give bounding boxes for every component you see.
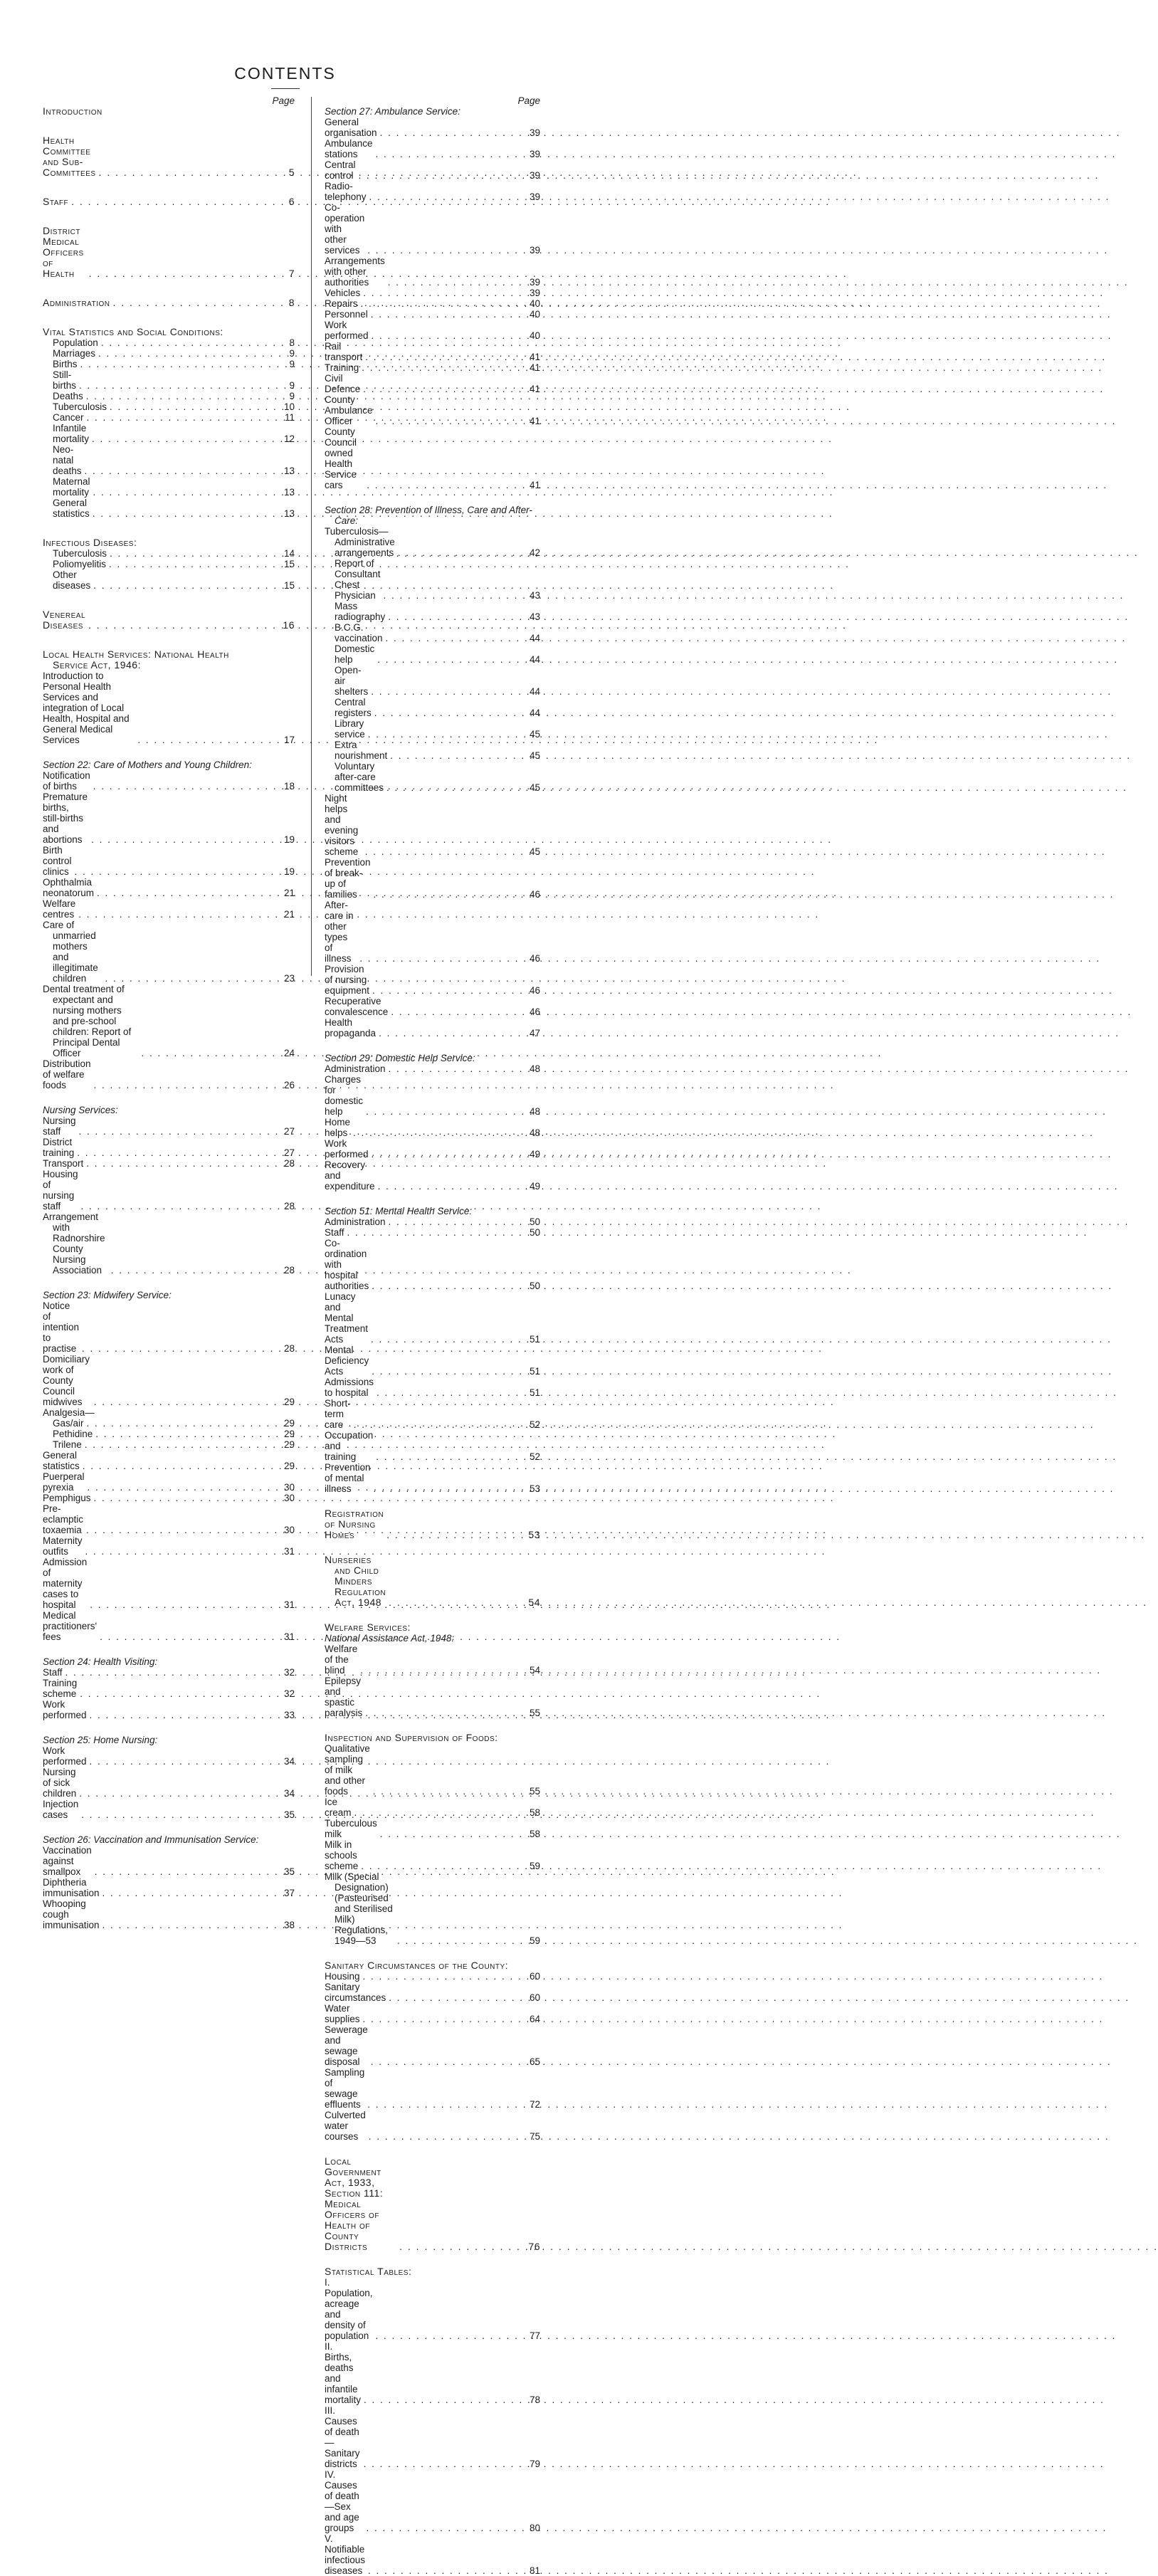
- toc-entry[interactable]: Trilene . . . 29: [53, 1439, 295, 1450]
- toc-entry[interactable]: Occupation and training . . . 52: [325, 1430, 540, 1462]
- toc-entry[interactable]: Personnel . . . 40: [325, 309, 540, 320]
- toc-entry[interactable]: Sanitary circumstances . . . 60: [325, 1982, 540, 2003]
- toc-entry[interactable]: Culverted water courses . . . 75: [325, 2110, 540, 2142]
- toc-entry[interactable]: Ophthalmia neonatorum . . . 21: [43, 877, 295, 898]
- toc-subheading: National Assistance Act, 1948:: [325, 1633, 455, 1644]
- toc-entry[interactable]: District training . . . 27: [43, 1137, 295, 1158]
- toc-entry[interactable]: Sewerage and sewage disposal . . . 65: [325, 2024, 540, 2067]
- toc-entry[interactable]: III. Causes of death—Sanitary districts . . . 79: [325, 2405, 540, 2469]
- toc-entry[interactable]: Library service . . . 45: [335, 718, 540, 740]
- toc-entry[interactable]: Recuperative convalescence . . . 46: [325, 996, 540, 1017]
- toc-entry[interactable]: Marriages . . . 9: [53, 348, 295, 359]
- toc-entry[interactable]: Central registers . . . 44: [335, 697, 540, 718]
- toc-entry[interactable]: Housing . . . 60: [325, 1971, 540, 1982]
- toc-entry[interactable]: Maternity outfits . . . 31: [43, 1535, 295, 1557]
- toc-entry[interactable]: Administration . . . 50: [325, 1216, 540, 1227]
- toc-entry[interactable]: Work performed . . . 49: [325, 1138, 540, 1160]
- toc-entry[interactable]: Civil Defence . . . 41: [325, 373, 540, 394]
- toc-entry[interactable]: Still-births . . . 9: [53, 369, 295, 391]
- toc-entry[interactable]: Tuberculosis . . . 14: [53, 548, 295, 559]
- toc-entry[interactable]: Repairs . . . 40: [325, 298, 540, 309]
- toc-entry[interactable]: Vaccination against smallpox . . . 35: [43, 1845, 295, 1877]
- toc-entry[interactable]: Nurseries and Child Minders Regulation Act, 1948 . . . 54: [325, 1555, 540, 1608]
- toc-entry[interactable]: Tuberculosis . . . 10: [53, 401, 295, 412]
- toc-entry[interactable]: Work performed . . . 34: [43, 1745, 295, 1767]
- page-title: CONTENTS: [234, 64, 336, 83]
- toc-entry[interactable]: Medical practitioners' fees . . . 31: [43, 1610, 295, 1642]
- toc-entry[interactable]: Tuberculous milk . . . 58: [325, 1818, 540, 1839]
- toc-entry[interactable]: II. Births, deaths and infantile mortality . . . 78: [325, 2341, 540, 2405]
- toc-entry[interactable]: Staff . . . 6: [43, 196, 295, 207]
- toc-entry[interactable]: Ambulance stations . . . 39: [325, 138, 540, 159]
- toc-entry[interactable]: Qualitative sampling of milk and other foods . . . 55: [325, 1743, 540, 1797]
- toc-entry[interactable]: Voluntary after-care committees . . . 45: [335, 761, 540, 793]
- toc-entry[interactable]: Notice of intention to practise . . . 28: [43, 1300, 295, 1354]
- toc-entry[interactable]: County Council owned Health Service cars . . . 41: [325, 426, 540, 490]
- toc-entry[interactable]: Admission of maternity cases to hospital . . . 31: [43, 1557, 295, 1610]
- toc-entry[interactable]: Training scheme . . . 32: [43, 1678, 295, 1699]
- toc-section-heading: Section 23: Midwifery Service:: [43, 1290, 172, 1300]
- toc-entry[interactable]: After-care in other types of illness . . . 46: [325, 900, 540, 964]
- toc-entry[interactable]: Premature births, still-births and abortions . . . 19: [43, 792, 295, 845]
- toc-entry[interactable]: Maternal mortality . . . 13: [53, 476, 295, 498]
- toc-entry[interactable]: General statistics . . . 29: [43, 1450, 295, 1471]
- toc-entry[interactable]: Nursing of sick children . . . 34: [43, 1767, 295, 1799]
- toc-entry[interactable]: IV. Causes of death—Sex and age groups . . . 80: [325, 2469, 540, 2533]
- title-underline: [271, 88, 300, 89]
- toc-entry[interactable]: Provision of nursing equipment . . . 46: [325, 964, 540, 996]
- toc-entry[interactable]: Charges for domestic help . . . 48: [325, 1074, 540, 1117]
- toc-entry[interactable]: Co-operation with other services . . . 39: [325, 202, 540, 256]
- toc-entry[interactable]: Registration of Nursing Homes . . . 53: [325, 1508, 540, 1540]
- toc-subheading: Analgesia—: [43, 1407, 95, 1418]
- toc-entry[interactable]: Injection cases . . . 35: [43, 1799, 295, 1820]
- toc-entry[interactable]: Staff . . . 32: [43, 1667, 295, 1678]
- toc-entry[interactable]: Distribution of welfare foods . . . 26: [43, 1058, 295, 1090]
- toc-section-heading: Local Health Services: National Health: [43, 648, 229, 660]
- toc-entry[interactable]: General statistics . . . 13: [53, 498, 295, 519]
- toc-entry[interactable]: Open-air shelters . . . 44: [335, 665, 540, 697]
- toc-entry[interactable]: Introduction to Personal Health Services and integration of Local Health, Hospital and General Medical Services . . . 17: [43, 671, 295, 745]
- left-column: [43, 95, 295, 1930]
- toc-entry[interactable]: Central control . . . 39: [325, 159, 540, 181]
- toc-entry[interactable]: Sampling of sewage effluents . . . 72: [325, 2067, 540, 2110]
- toc-entry[interactable]: Home helps . . . 48: [325, 1117, 540, 1138]
- toc-entry[interactable]: Gas/air . . . 29: [53, 1418, 295, 1429]
- toc-entry[interactable]: Water supplies . . . 64: [325, 2003, 540, 2024]
- toc-entry[interactable]: Administration . . . 8: [43, 298, 295, 308]
- toc-entry[interactable]: Nursing staff . . . 27: [43, 1115, 295, 1137]
- toc-entry[interactable]: General organisation . . . 39: [325, 117, 540, 138]
- toc-section-heading-cont: Service Act, 1946:: [53, 659, 141, 671]
- toc-heading-introduction: Introduction: [43, 105, 102, 117]
- toc-list-vital: [43, 337, 295, 519]
- toc-entry[interactable]: Work performed . . . 33: [43, 1699, 295, 1720]
- toc-entry[interactable]: Cancer . . . 11: [53, 412, 295, 423]
- toc-entry[interactable]: Milk in schools scheme . . . 59: [325, 1839, 540, 1871]
- toc-entry[interactable]: Milk (Special Designation) (Pasteurised and Sterilised Milk) Regulations, 1949—53 . . . 59: [325, 1871, 540, 1946]
- toc-entry[interactable]: Pethidine . . . 29: [53, 1429, 295, 1439]
- toc-entry[interactable]: District Medical Officers of Health . . . 7: [43, 226, 295, 279]
- toc-entry[interactable]: Population . . . 8: [53, 337, 295, 348]
- toc-section-heading: Nursing Services:: [43, 1105, 118, 1115]
- right-column: [325, 95, 540, 2576]
- toc-entry[interactable]: B.C.G. vaccination . . . 44: [335, 622, 540, 643]
- toc-section-heading: Section 28: Prevention of Illness, Care and After-Care:: [325, 505, 532, 526]
- toc-entry[interactable]: Extra nourishment . . . 45: [335, 740, 540, 761]
- toc-entry[interactable]: Short-term care . . . 52: [325, 1398, 540, 1430]
- toc-entry[interactable]: Administration . . . 48: [325, 1063, 540, 1074]
- toc-entry[interactable]: Welfare of the blind . . . 54: [325, 1644, 540, 1676]
- toc-entry[interactable]: Deaths . . . 9: [53, 391, 295, 401]
- toc-entry[interactable]: Prevention of break-up of families . . . 46: [325, 857, 540, 900]
- toc-section-heading: Section 27: Ambulance Service:: [325, 106, 460, 117]
- toc-entry[interactable]: Report of Consultant Chest Physician . . . 43: [335, 558, 540, 601]
- toc-section-heading: Vital Statistics and Social Conditions:: [43, 326, 223, 337]
- toc-entry[interactable]: Transport . . . 28: [43, 1158, 295, 1169]
- toc-entry[interactable]: Infantile mortality . . . 12: [53, 423, 295, 444]
- toc-entry[interactable]: Vehicles . . . 39: [325, 288, 540, 298]
- toc-section-heading: Infectious Diseases:: [43, 537, 137, 548]
- toc-section-heading: Statistical Tables:: [325, 2266, 412, 2277]
- toc-entry[interactable]: Other diseases . . . 15: [53, 569, 295, 591]
- toc-entry[interactable]: Housing of nursing staff . . . 28: [43, 1169, 295, 1211]
- toc-section-heading: Welfare Services:: [325, 1621, 411, 1633]
- toc-section-heading: Inspection and Supervision of Foods:: [325, 1732, 498, 1743]
- toc-entry[interactable]: Domestic help . . . 44: [335, 643, 540, 665]
- toc-entry[interactable]: Mass radiography . . . 43: [335, 601, 540, 622]
- toc-entry[interactable]: Welfare centres . . . 21: [43, 898, 295, 920]
- toc-entry[interactable]: Venereal Diseases . . . 16: [43, 609, 295, 631]
- toc-entry[interactable]: Arrangements with other authorities . . . 39: [325, 256, 540, 288]
- toc-entry[interactable]: Diphtheria immunisation . . . 37: [43, 1877, 295, 1898]
- toc-list-infectious: [43, 548, 295, 591]
- toc-entry[interactable]: County Ambulance Officer . . . 41: [325, 394, 540, 426]
- toc-entry[interactable]: Rail transport . . . 41: [325, 341, 540, 362]
- toc-section-heading: Section 51: Mental Health Service:: [325, 1206, 473, 1216]
- toc-subheading: Tuberculosis—: [325, 526, 389, 537]
- toc-section-heading: Section 29: Domestic Help Service:: [325, 1053, 475, 1063]
- toc-section-heading: Section 24: Health Visiting:: [43, 1656, 158, 1667]
- toc-entry[interactable]: Radio-telephony . . . 39: [325, 181, 540, 202]
- toc-entry[interactable]: Ice cream . . . 58: [325, 1797, 540, 1818]
- toc-entry[interactable]: Epilepsy and spastic paralysis . . . 55: [325, 1676, 540, 1718]
- toc-entry[interactable]: V. Notifiable infectious diseases . . . 81: [325, 2533, 540, 2576]
- toc-entry[interactable]: Work performed . . . 40: [325, 320, 540, 341]
- toc-entry[interactable]: Domiciliary work of County Council midwives . . . 29: [43, 1354, 295, 1407]
- toc-entry[interactable]: Whooping cough immunisation . . . 38: [43, 1898, 295, 1930]
- toc-section-heading: Section 26: Vaccination and Immunisation Service:: [43, 1834, 259, 1845]
- toc-entry[interactable]: Birth control clinics . . . 19: [43, 845, 295, 877]
- toc-entry[interactable]: Puerperal pyrexia . . . 30: [43, 1471, 295, 1493]
- toc-entry[interactable]: Night helps and evening visitors scheme . . . 45: [325, 793, 540, 857]
- toc-entry[interactable]: Pre-eclamptic toxaemia . . . 30: [43, 1503, 295, 1535]
- toc-entry[interactable]: Care of unmarried mothers and illegitimate children . . . 23: [43, 920, 295, 984]
- toc-entry[interactable]: I. Population, acreage and density of population . . . 77: [325, 2277, 540, 2341]
- toc-entry[interactable]: Lunacy and Mental Treatment Acts . . . 51: [325, 1291, 540, 1345]
- toc-entry[interactable]: Health propaganda . . . 47: [325, 1017, 540, 1039]
- toc-entry[interactable]: Admissions to hospital . . . 51: [325, 1377, 540, 1398]
- toc-entry[interactable]: Local Government Act, 1933, Section 111: Medical Officers of Health of County Districts . . . 76: [325, 2156, 540, 2252]
- toc-section-heading: Section 25: Home Nursing:: [43, 1735, 158, 1745]
- toc-entry[interactable]: Health Committee and Sub-Committees . . . 5: [43, 135, 295, 178]
- toc-entry[interactable]: Staff . . . 50: [325, 1227, 540, 1238]
- page-column-header: Page: [517, 95, 540, 106]
- toc-entry[interactable]: Births . . . 9: [53, 359, 295, 369]
- toc-entry[interactable]: Recovery and expenditure . . . 49: [325, 1160, 540, 1192]
- toc-entry[interactable]: Pemphigus . . . 30: [43, 1493, 295, 1503]
- toc-entry[interactable]: Prevention of mental illness . . . 53: [325, 1462, 540, 1494]
- toc-section-heading: Sanitary Circumstances of the County:: [325, 1960, 509, 1971]
- toc-entry[interactable]: Notification of births . . . 18: [43, 770, 295, 792]
- toc-entry[interactable]: Mental Deficiency Acts . . . 51: [325, 1345, 540, 1377]
- toc-entry[interactable]: Poliomyelitis . . . 15: [53, 559, 295, 569]
- toc-entry[interactable]: Dental treatment of expectant and nursing mothers and pre-school children: Report of Principal Dental Officer . . . 24: [43, 984, 295, 1058]
- page-column-header: Page: [272, 95, 295, 106]
- toc-entry[interactable]: Co-ordination with hospital authorities . . . 50: [325, 1238, 540, 1291]
- toc-entry[interactable]: Arrangement with Radnorshire County Nursing Association . . . 28: [43, 1211, 295, 1276]
- toc-entry[interactable]: Administrative arrangements . . . 42: [335, 537, 540, 558]
- toc-entry[interactable]: Neo-natal deaths . . . 13: [53, 444, 295, 476]
- toc-section-heading: Section 22: Care of Mothers and Young Children:: [43, 759, 252, 770]
- toc-entry[interactable]: Training . . . 41: [325, 362, 540, 373]
